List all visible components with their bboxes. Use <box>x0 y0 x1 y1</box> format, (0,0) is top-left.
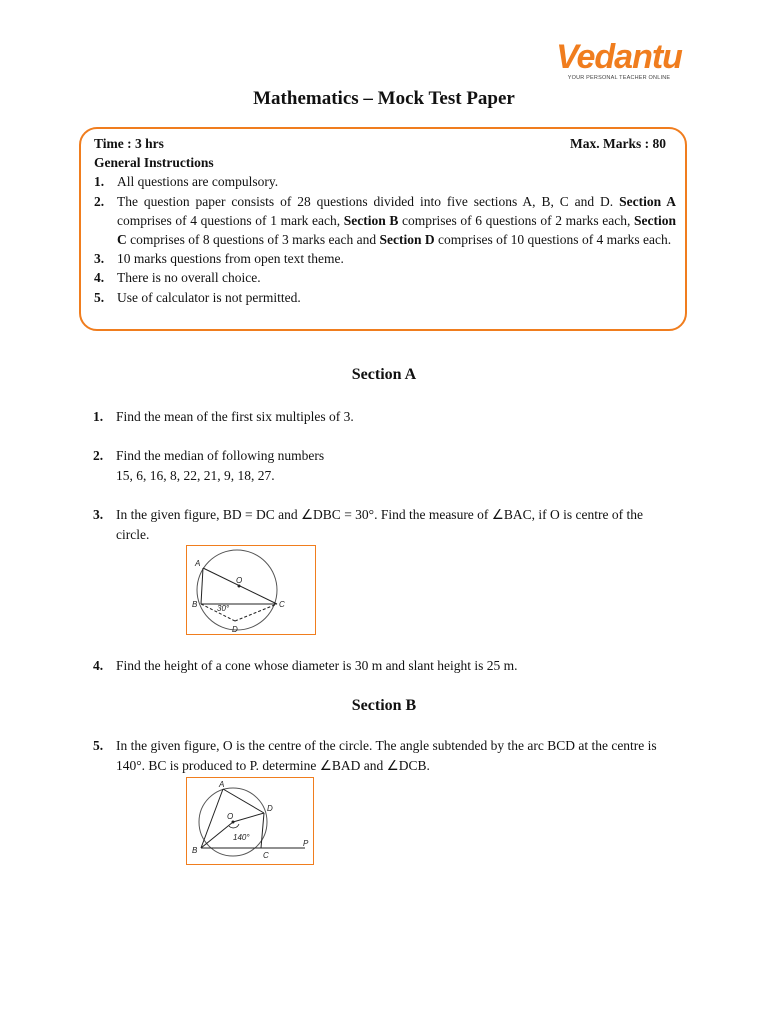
fig3-label-d: D <box>232 625 238 634</box>
fig5-label-c: C <box>263 851 269 860</box>
fig5-label-b: B <box>192 846 198 855</box>
logo-tagline: YOUR PERSONAL TEACHER ONLINE <box>567 75 671 81</box>
instruction-item: 1. All questions are compulsory. <box>94 174 279 190</box>
figure-question-3 <box>186 545 316 635</box>
fig5-label-a: A <box>219 780 225 789</box>
time-label: Time : 3 hrs <box>94 136 164 151</box>
page-title: Mathematics – Mock Test Paper <box>253 88 515 109</box>
fig5-angle: 140° <box>233 833 250 842</box>
instructions-header <box>94 134 676 153</box>
instruction-item: 3. 10 marks questions from open text theme. <box>94 251 344 267</box>
question-2: 2. Find the median of following numbers 15, 6, 16, 8, 22, 21, 9, 18, 27. <box>93 448 325 483</box>
instruction-item: 2. The question paper consists of 28 questions divided into five sections A, B, C and D. Section A comprises of 4 questions of 1 mark each, Section B comprises of 6 questions of 2 marks each, Section C comprises of 8 questions of 3 marks each and Section D comprises of 10 questions of 4 marks each. <box>94 192 676 250</box>
logo-brand: Vedantu <box>556 38 682 76</box>
section-a-heading: Section A <box>351 366 417 383</box>
fig3-label-c: C <box>279 600 285 609</box>
fig5-label-p: P <box>303 839 309 848</box>
question-3: 3. In the given figure, BD = DC and ∠DBC = 30°. Find the measure of ∠BAC, if O is centre of the circle. <box>93 507 643 542</box>
fig3-label-o: O <box>236 576 243 585</box>
fig3-angle: 30° <box>217 604 230 613</box>
fig3-label-b: B <box>192 600 198 609</box>
instruction-text: The question paper consists of 28 questions divided into five sections A, B, C and D. Section A comprises of 4 questions of 1 mark each, Section B comprises of 6 questions of 2 marks each, Section C comprises of 8 questions of 3 marks each and Section D comprises of 10 questions of 4 marks each. <box>117 193 676 248</box>
instruction-item: 4. There is no overall choice. <box>94 270 261 286</box>
max-marks-label: Max. Marks : 80 <box>570 136 666 151</box>
figure-question-5 <box>186 777 314 865</box>
fig5-label-o: O <box>227 812 234 821</box>
question-5: 5. In the given figure, O is the centre of the circle. The angle subtended by the arc BCD at the centre is 140°. BC is produced to P. determine ∠BAD and ∠DCB. <box>93 738 657 773</box>
question-1: 1. Find the mean of the first six multiples of 3. <box>93 409 354 424</box>
instructions-heading: General Instructions <box>94 155 214 171</box>
fig3-label-a: A <box>195 559 201 568</box>
fig5-label-d: D <box>267 804 273 813</box>
instructions-box <box>79 127 687 331</box>
question-4: 4. Find the height of a cone whose diameter is 30 m and slant height is 25 m. <box>93 658 518 673</box>
section-b-heading: Section B <box>351 697 417 714</box>
instruction-item: 5. Use of calculator is not permitted. <box>94 289 301 305</box>
vedantu-logo <box>556 40 682 81</box>
